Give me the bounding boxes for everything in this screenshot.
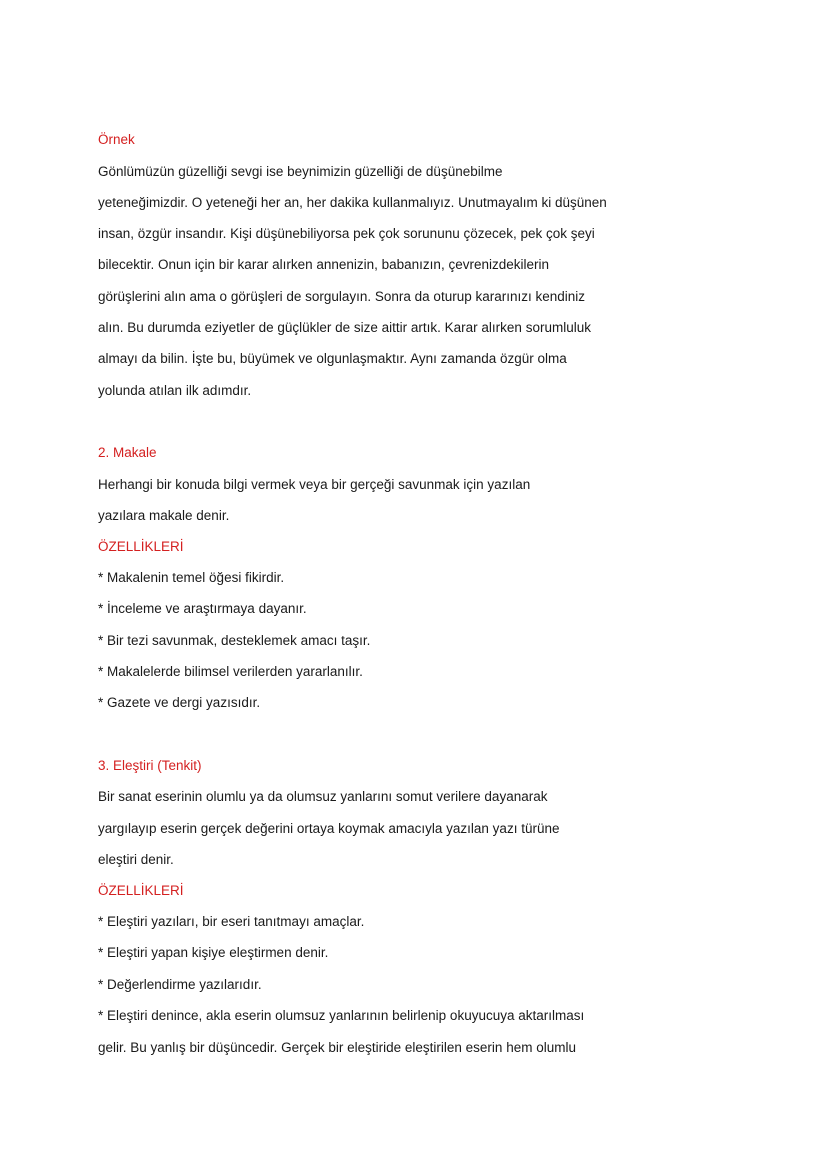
makale-feature-item: * İnceleme ve araştırmaya dayanır. (98, 601, 307, 616)
elestiri-feature-item: * Eleştiri yazıları, bir eseri tanıtmayı amaçlar. (98, 914, 365, 929)
ornek-heading: Örnek (98, 132, 135, 147)
elestiri-feature-item: gelir. Bu yanlış bir düşüncedir. Gerçek bir eleştiride eleştirilen eserin hem olumlu (98, 1040, 576, 1055)
elestiri-heading: 3. Eleştiri (Tenkit) (98, 758, 202, 773)
ornek-line: alın. Bu durumda eziyetler de güçlükler de size aittir artık. Karar alırken sorumluluk (98, 320, 591, 335)
makale-feature-item: * Makalenin temel öğesi fikirdir. (98, 570, 285, 585)
makale-line: Herhangi bir konuda bilgi vermek veya bir gerçeği savunmak için yazılan (98, 477, 531, 492)
makale-line: yazılara makale denir. (98, 508, 230, 523)
ornek-line: yolunda atılan ilk adımdır. (98, 383, 252, 398)
makale-feature-item: * Makalelerde bilimsel verilerden yararlanılır. (98, 664, 363, 679)
elestiri-line: eleştiri denir. (98, 852, 174, 867)
elestiri-feature-item: * Değerlendirme yazılarıdır. (98, 977, 262, 992)
elestiri-line: Bir sanat eserinin olumlu ya da olumsuz yanlarını somut verilere dayanarak (98, 789, 548, 804)
ornek-line: almayı da bilin. İşte bu, büyümek ve olgunlaşmaktır. Aynı zamanda özgür olma (98, 351, 567, 366)
elestiri-feature-item: * Eleştiri denince, akla eserin olumsuz yanlarının belirlenip okuyucuya aktarılması (98, 1008, 585, 1023)
elestiri-features-heading: ÖZELLİKLERİ (98, 883, 184, 898)
makale-heading: 2. Makale (98, 445, 157, 460)
elestiri-line: yargılayıp eserin gerçek değerini ortaya koymak amacıyla yazılan yazı türüne (98, 821, 560, 836)
ornek-line: Gönlümüzün güzelliği sevgi ise beynimizin güzelliği de düşünebilme (98, 164, 503, 179)
ornek-line: insan, özgür insandır. Kişi düşünebiliyorsa pek çok sorununu çözecek, pek çok şeyi (98, 226, 595, 241)
elestiri-feature-item: * Eleştiri yapan kişiye eleştirmen denir. (98, 945, 329, 960)
ornek-line: yeteneğimizdir. O yeteneği her an, her dakika kullanmalıyız. Unutmayalım ki düşünen (98, 195, 607, 210)
makale-feature-item: * Bir tezi savunmak, desteklemek amacı taşır. (98, 633, 371, 648)
ornek-line: görüşlerini alın ama o görüşleri de sorgulayın. Sonra da oturup kararınızı kendiniz (98, 289, 586, 304)
makale-feature-item: * Gazete ve dergi yazısıdır. (98, 695, 261, 710)
ornek-line: bilecektir. Onun için bir karar alırken annenizin, babanızın, çevrenizdekilerin (98, 257, 549, 272)
makale-features-heading: ÖZELLİKLERİ (98, 539, 184, 554)
